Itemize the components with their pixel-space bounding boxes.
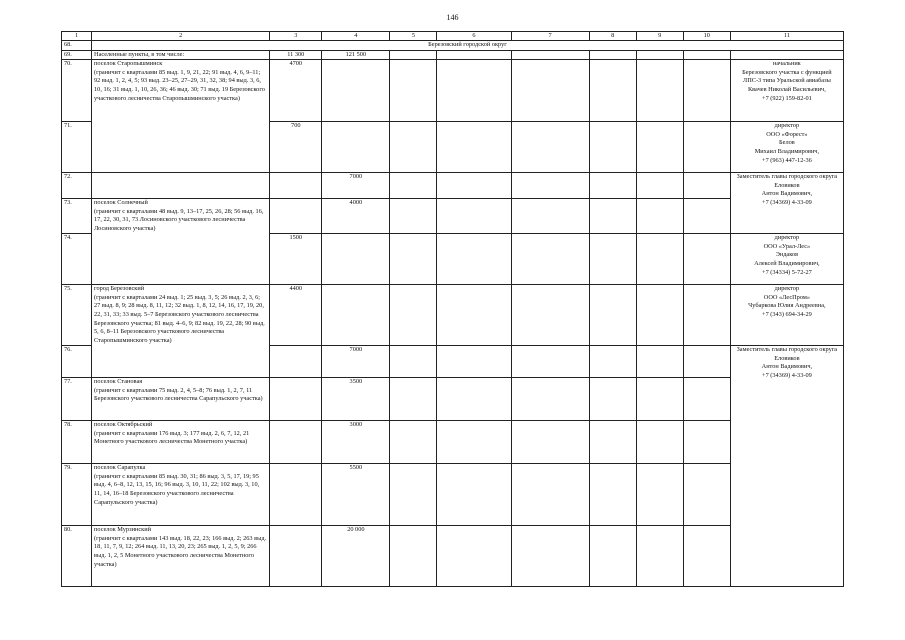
cell-col3: 4400 xyxy=(270,285,322,346)
row-number: 75. xyxy=(62,285,92,346)
row-number: 78. xyxy=(62,421,92,464)
cell-col4 xyxy=(322,234,390,285)
column-header: 10 xyxy=(683,32,730,41)
cell-col4: 121 500 xyxy=(322,50,390,60)
cell-col4: 20 000 xyxy=(322,526,390,587)
row-number: 72. xyxy=(62,173,92,199)
column-header: 5 xyxy=(390,32,437,41)
locality-description: поселок Старопышминск (граничит с кварталами 85 выд. 1, 9, 21, 22; 91 выд. 4, 6, 9–11; 92 выд. 1, 2, 4, 5; 93 выд. 23–25, 27–29, 31, 32, 38; 94 выд. 3, 6, 10, 16; 31 выд. 1, 10, 26, 36; 46 выд. 30; 71 выд. 19 Березовского участкового лесничества Старопышминского участка) xyxy=(92,60,270,173)
locality-description: поселок Сарапулка (граничит с кварталами 85 выд. 30, 31; 86 выд. 3, 5, 17, 19; 95 выд. 4, 6–8, 12, 13, 15, 16; 96 выд. 3, 10, 11, 22; 102 выд. 3, 10, 11, 14, 16–18 Березовского участкового лесничества Сарапульского участка) xyxy=(92,464,270,526)
table-row xyxy=(62,60,844,122)
cell-col4 xyxy=(322,60,390,122)
table-row xyxy=(62,526,844,587)
table-row xyxy=(62,173,844,199)
contact-person: директор ООО «Форест» Белов Михаил Владимирович, +7 (963) 447-12-36 xyxy=(730,122,843,173)
column-header: 1 xyxy=(62,32,92,41)
contact-person: начальник Березовского участка с функцией ЛПС-3 типа Уральской авиабазы Квачев Николай Васильевич, +7 (922) 159-82-01 xyxy=(730,60,843,122)
row-number: 71. xyxy=(62,122,92,173)
summary-label: Населенные пункты, в том числе: xyxy=(92,50,270,60)
contact-person: Заместитель главы городского округа Еловиков Антон Вадимович, +7 (34369) 4-33-09 xyxy=(730,173,843,234)
table-row xyxy=(62,285,844,346)
cell-col4 xyxy=(322,285,390,346)
table-row xyxy=(62,378,844,421)
cell-col4 xyxy=(322,122,390,173)
cell-col4: 7000 xyxy=(322,173,390,199)
cell-col3: 1500 xyxy=(270,234,322,285)
column-header: 2 xyxy=(92,32,270,41)
cell-col4: 3500 xyxy=(322,378,390,421)
locality-description: поселок Становая (граничит с кварталами 75 выд. 2, 4, 5–8; 76 выд. 1, 2, 7, 11 Березовского участкового лесничества Сарапульского участка) xyxy=(92,378,270,421)
table-row xyxy=(62,199,844,234)
row-number: 80. xyxy=(62,526,92,587)
row-number: 68. xyxy=(62,41,92,51)
cell-col3 xyxy=(270,526,322,587)
region-title: Березовский городской округ xyxy=(92,41,844,51)
cell-col3: 4700 xyxy=(270,60,322,122)
column-header: 9 xyxy=(636,32,683,41)
cell-col3: 11 300 xyxy=(270,50,322,60)
data-table xyxy=(61,31,844,587)
table-row xyxy=(62,464,844,526)
cell-col3 xyxy=(270,421,322,464)
row-number: 69. xyxy=(62,50,92,60)
cell-col3 xyxy=(270,346,322,378)
cell-col3 xyxy=(270,464,322,526)
row-number: 73. xyxy=(62,199,92,234)
table-row xyxy=(62,421,844,464)
cell-col3 xyxy=(270,199,322,234)
column-header: 11 xyxy=(730,32,843,41)
page-number: 146 xyxy=(446,13,459,22)
locality-description: поселок Солнечный (граничит с кварталами 48 выд. 9, 13–17, 25, 26, 28; 56 выд. 16, 17, 22, 30, 31, 73 Лосиновского участкового лесничества Лосиновского участка) xyxy=(92,199,270,285)
cell-col4: 3000 xyxy=(322,421,390,464)
cell-col4: 5500 xyxy=(322,464,390,526)
cell-col4: 7000 xyxy=(322,346,390,378)
row-number: 76. xyxy=(62,346,92,378)
locality-description: поселок Октябрьский (граничит с кварталами 176 выд. 3; 177 выд. 2, 6, 7, 12, 21 Монетного участкового лесничества Монетного участка) xyxy=(92,421,270,464)
summary-row xyxy=(62,50,844,60)
cell-col3 xyxy=(270,173,322,199)
column-header: 7 xyxy=(511,32,589,41)
cell-col4: 4000 xyxy=(322,199,390,234)
column-header: 8 xyxy=(589,32,636,41)
column-header: 4 xyxy=(322,32,390,41)
region-row xyxy=(62,41,844,51)
cell-col3 xyxy=(270,378,322,421)
row-number: 70. xyxy=(62,60,92,122)
row-number: 74. xyxy=(62,234,92,285)
column-header: 6 xyxy=(437,32,511,41)
locality-description: город Березовский (граничит с кварталами 24 выд. 1; 25 выд. 3, 5; 26 выд. 2, 3, 6; 27 выд. 8, 9; 28 выд. 8, 11, 12; 32 выд. 1, 8, 12, 14, 16, 17, 19, 20, 22, 31, 33; 33 выд. 5–7 Березовского участкового лесничества Березовского участка; 81 выд. 4–6, 9; 82 выд. 19, 22, 28; 90 выд. 5, 6, 8–11 Березовского участкового лесничества Старопышминского участка) xyxy=(92,285,270,378)
cell-col3: 700 xyxy=(270,122,322,173)
column-header-row xyxy=(62,32,844,41)
row-number: 79. xyxy=(62,464,92,526)
locality-description: поселок Мурзинский (граничит с кварталами 143 выд. 18, 22, 23; 166 выд. 2; 263 выд. 18, 11, 7, 9, 12; 264 выд. 11, 13, 20, 23; 265 выд. 1, 2, 5, 9; 266 выд. 1, 2, 5 Монетного участкового лесничества Монетного участка) xyxy=(92,526,270,587)
column-header: 3 xyxy=(270,32,322,41)
contact-person: Заместитель главы городского округа Еловиков Антон Вадимович, +7 (34369) 4-33-09 xyxy=(730,346,843,587)
contact-person: директор ООО «ЛесПром» Чубаркова Юлия Андреевна, +7 (343) 694-34-29 xyxy=(730,285,843,346)
row-number: 77. xyxy=(62,378,92,421)
contact-person: директор ООО «Урал-Лес» Эндаков Алексей Владимирович, +7 (34334) 5-72-27 xyxy=(730,234,843,285)
